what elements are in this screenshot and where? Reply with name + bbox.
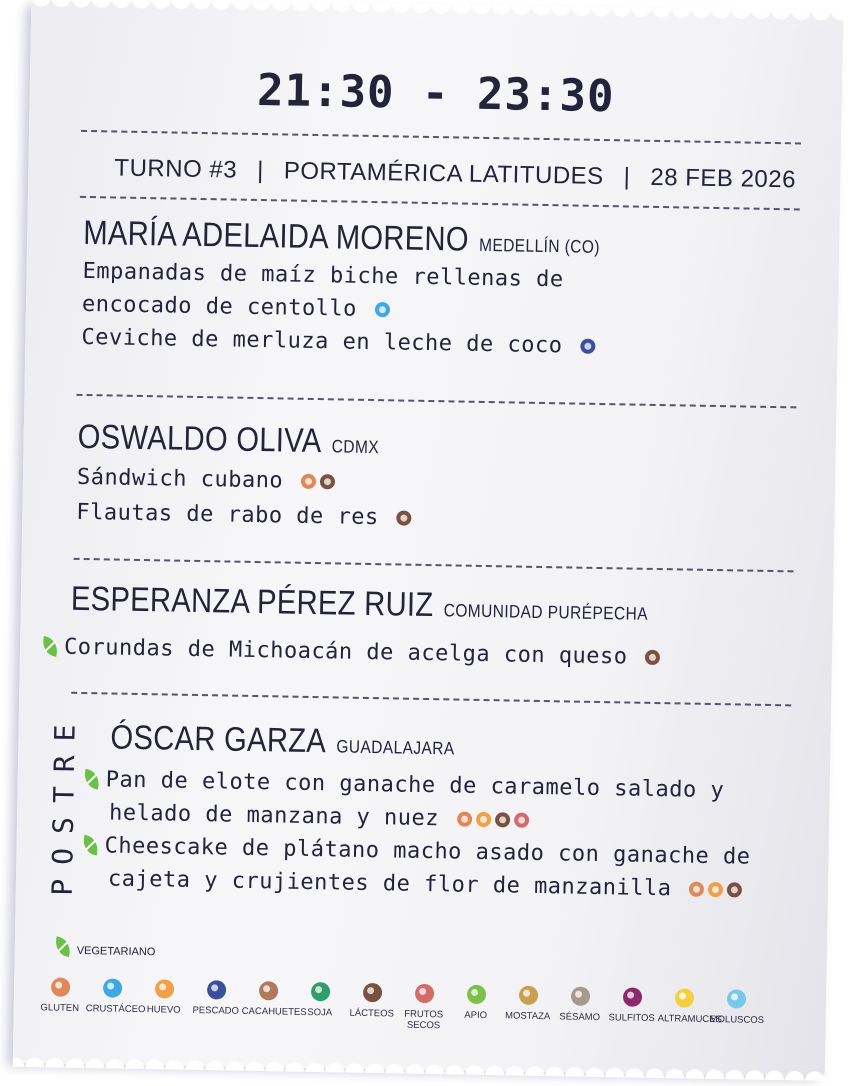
dish-line (76, 500, 427, 531)
allergen-icon (154, 979, 173, 998)
allergen-label: CACAHUETES (241, 1005, 307, 1018)
divider (76, 394, 796, 409)
chef-name-row (71, 580, 649, 629)
time-range: 21:30 - 23:30 (256, 64, 615, 123)
allergen-label: ALTRAMUCES (657, 1013, 722, 1026)
separator: | (623, 163, 631, 191)
allergen-label: SOJA (307, 1006, 333, 1019)
gluten-icon (301, 474, 316, 489)
dish-line (82, 833, 750, 870)
allergen-icon (310, 982, 329, 1001)
divider (80, 196, 800, 211)
allergen-item (345, 983, 398, 1031)
dish-text: Sándwich cubano (76, 464, 284, 494)
dairy-icon (495, 812, 510, 827)
allergen-label: HUEVO (146, 1004, 181, 1016)
dish-line (81, 325, 682, 360)
allergen-icon (674, 988, 693, 1007)
allergen-item (189, 980, 242, 1028)
allergen-label: PESCADO (192, 1004, 240, 1017)
allergen-item (501, 985, 554, 1033)
dish-text: cajeta y crujientes de flor de manzanilla (107, 866, 672, 902)
vegetarian-icon (40, 636, 59, 657)
header-row (114, 154, 796, 194)
divider (71, 692, 791, 707)
allergen-item (605, 987, 658, 1035)
allergen-label: APIO (464, 1009, 488, 1022)
allergen-icon (518, 986, 537, 1005)
dish-line (82, 292, 683, 327)
crustacean-icon (375, 302, 390, 317)
allergen-item (657, 988, 722, 1036)
chef-block (81, 214, 684, 360)
dairy-icon (320, 474, 335, 489)
vegetarian-icon (82, 769, 101, 790)
allergen-icon (570, 987, 589, 1006)
allergen-item (449, 984, 502, 1032)
turn-label: TURNO #3 (114, 154, 238, 184)
dish-text: Corundas de Michoacán de acelga con queso (63, 634, 628, 670)
menu-ticket (13, 1, 843, 1077)
vegetarian-label: VEGETARIANO (76, 944, 156, 959)
vegetarian-icon (53, 936, 72, 957)
allergen-icon (622, 987, 641, 1006)
dish-line (84, 767, 752, 804)
dairy-icon (727, 882, 742, 897)
allergen-icon (362, 983, 381, 1002)
dish-line (77, 465, 428, 496)
allergen-legend (33, 977, 794, 1037)
section-label (39, 710, 82, 896)
event-label: PORTAMÉRICA LATITUDES (283, 157, 604, 191)
allergen-icon (50, 977, 69, 996)
allergen-label: GLUTEN (40, 1002, 80, 1014)
dairy-icon (645, 650, 660, 665)
dish-text: Cheescake de plátano macho asado con ganache de (104, 833, 751, 870)
allergen-item (709, 989, 765, 1037)
separator: | (256, 156, 265, 185)
chef-location: CDMX (331, 436, 380, 458)
section-label-letters: POSTRE (45, 710, 82, 896)
chef-name-row (77, 418, 379, 462)
allergen-label: MOSTAZA (504, 1010, 551, 1023)
chef-location: COMUNIDAD PURÉPECHA (443, 600, 649, 624)
chef-block (104, 718, 753, 902)
allergen-label: FRUTOS SECOS (404, 1008, 444, 1032)
allergen-item (293, 982, 346, 1030)
allergen-item (397, 984, 450, 1032)
divider (81, 130, 801, 145)
chef-block (76, 418, 428, 531)
dish-line (109, 800, 751, 836)
allergen-item (137, 979, 190, 1027)
allergen-icon (726, 989, 745, 1008)
nuts-icon (514, 813, 529, 828)
dish-text: Ceviche de merluza en leche de coco (81, 324, 563, 359)
allergen-item (85, 978, 146, 1026)
allergen-icon (206, 980, 225, 999)
divider (74, 558, 794, 573)
date-label: 28 FEB 2026 (650, 163, 797, 194)
dairy-icon (396, 510, 411, 525)
allergen-item (241, 981, 307, 1029)
fish-icon (580, 339, 595, 354)
vegetarian-icon (81, 835, 100, 856)
dish-text: Flautas de rabo de res (76, 499, 379, 531)
allergen-icon (466, 985, 485, 1004)
chef-name-row (110, 718, 663, 767)
dish-text: encocado de centollo (81, 291, 358, 322)
dish-text: helado de manzana y nuez (108, 800, 440, 832)
chef-name: ÓSCAR GARZA (110, 718, 327, 761)
egg-icon (476, 812, 491, 827)
chef-name: OSWALDO OLIVA (77, 417, 322, 461)
allergen-label: MOLUSCOS (709, 1013, 765, 1026)
allergen-label: CRUSTÁCEO (85, 1003, 146, 1016)
allergen-label: LÁCTEOS (349, 1007, 394, 1020)
chef-name: ESPERANZA PÉREZ RUIZ (70, 579, 434, 625)
chef-location: MEDELLÍN (CO) (478, 234, 601, 257)
dish-text: Pan de elote con ganache de caramelo salado y (105, 767, 725, 804)
dish-line (108, 866, 750, 902)
allergen-icon (414, 984, 433, 1003)
allergen-item (553, 986, 606, 1034)
dish-line (42, 634, 742, 671)
dish-line: Empanadas de maíz biche rellenas de (82, 258, 564, 293)
chef-name: MARÍA ADELAIDA MORENO (82, 213, 470, 259)
allergen-icon (258, 981, 277, 1000)
allergen-item (33, 977, 86, 1025)
chef-name-row (83, 214, 600, 262)
chef-block (63, 579, 742, 672)
allergen-icon (102, 978, 121, 997)
vegetarian-legend (55, 938, 156, 959)
gluten-icon (689, 882, 704, 897)
egg-icon (708, 882, 723, 897)
gluten-icon (457, 812, 472, 827)
allergen-label: SÉSAMO (559, 1011, 601, 1024)
allergen-label: SULFITOS (608, 1012, 655, 1025)
chef-location: GUADALAJARA (336, 736, 455, 759)
